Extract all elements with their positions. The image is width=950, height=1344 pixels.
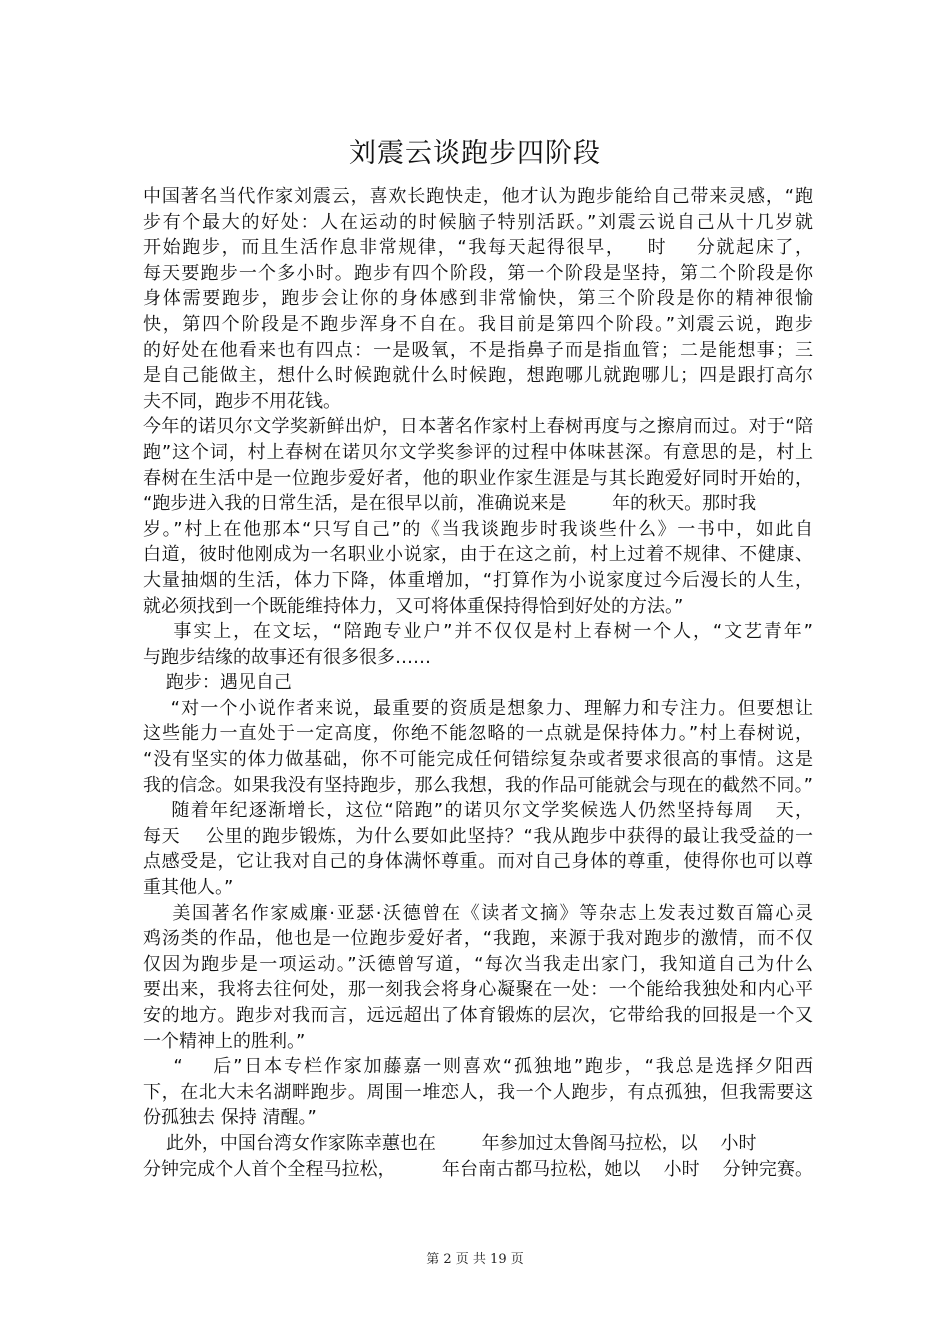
text-line: 跑步：遇见自己 [143,672,292,694]
text-line: 事实上，在文坛，“陪跑专业户”并不仅仅是村上春树一个人，“文艺青年” [143,621,813,643]
text-line: 美国著名作家威廉·亚瑟·沃德曾在《读者文摘》等杂志上发表过数百篇心灵 [143,902,813,924]
text-line: 每天要跑步一个多小时。跑步有四个阶段，第一个阶段是坚持，第二个阶段是你 [143,262,813,284]
text-line: 身体需要跑步，跑步会让你的身体感到非常愉快，第三个阶段是你的精神很愉 [143,288,813,310]
text-line: 夫不同，跑步不用花钱。 [143,390,341,412]
text-line: 步有个最大的好处：人在运动的时候脑子特别活跃。”刘震云说自己从十几岁就 [143,211,813,233]
text-line: 份孤独去 保持 清醒。” [143,1107,317,1129]
text-line: 随着年纪逐渐增长，这位“陪跑”的诺贝尔文学奖候选人仍然坚持每周 天， [143,800,813,822]
text-line: 开始跑步，而且生活作息非常规律，“我每天起得很早， 时 分就起床了， [143,237,813,259]
page-title: 刘震云谈跑步四阶段 [349,138,601,169]
text-line: 下，在北大未名湖畔跑步。周围一堆恋人，我一个人跑步，有点孤独，但我需要这 [143,1081,813,1103]
text-line: 春树在生活中是一位跑步爱好者，他的职业作家生涯是与其长跑爱好同时开始的， [143,467,813,489]
document-body [143,184,813,1182]
text-line: 跑”这个词，村上春树在诺贝尔文学奖参评的过程中体味甚深。有意思的是，村上 [143,441,813,463]
text-line: 重其他人。” [143,877,234,899]
text-line: 大量抽烟的生活，体力下降，体重增加，“打算作为小说家度过今后漫长的人生， [143,569,813,591]
text-line: 此外，中国台湾女作家陈幸蕙也在 年参加过太鲁阁马拉松，以 小时 [143,1132,757,1154]
text-line: “对一个小说作者来说，最重要的资质是想象力、理解力和专注力。但要想让 [143,697,813,719]
text-line: 点感受是，它让我对自己的身体满怀尊重。而对自己身体的尊重，使得你也可以尊 [143,851,813,873]
text-line: “没有坚实的体力做基础，你不可能完成任何错综复杂或者要求很高的事情。这是 [143,749,813,771]
text-line: 岁。”村上在他那本“只写自己”的《当我谈跑步时我谈些什么》一书中，如此自 [143,518,813,540]
text-line: “ 后”日本专栏作家加藤嘉一则喜欢“孤独地”跑步，“我总是选择夕阳西 [143,1056,813,1078]
text-line: 一个精神上的胜利。” [143,1030,306,1052]
text-line: 要出来，我将去往何处，那一刻我会将身心凝聚在一处：一个能给我独处和内心平 [143,979,813,1001]
text-line: 中国著名当代作家刘震云，喜欢长跑快走，他才认为跑步能给自己带来灵感，“跑 [143,186,813,207]
page-footer: 第 2 页 共 19 页 [426,1252,524,1267]
text-line: 与跑步结缘的故事还有很多很多…… [143,646,431,668]
text-line: “跑步进入我的日常生活，是在很早以前，准确说来是 年的秋天。那时我 [143,493,757,515]
text-line: 快，第四个阶段是不跑步浑身不自在。我目前是第四个阶段。”刘震云说，跑步 [143,313,813,335]
text-line: 的好处在他看来也有四点：一是吸氧，不是指鼻子而是指血管；二是能想事；三 [143,339,813,361]
text-line: 是自己能做主，想什么时候跑就什么时候跑，想跑哪儿就跑哪儿；四是跟打高尔 [143,365,813,387]
text-line: 鸡汤类的作品，他也是一位跑步爱好者，“我跑，来源于我对跑步的激情，而不仅 [143,928,813,950]
text-line: 白道，彼时他刚成为一名职业小说家，由于在这之前，村上过着不规律、不健康、 [143,544,813,566]
text-line: 分钟完成个人首个全程马拉松， 年台南古都马拉松，她以 小时 分钟完赛。 [143,1158,813,1180]
text-line: 安的地方。跑步对我而言，远远超出了体育锻炼的层次，它带给我的回报是一个又 [143,1005,813,1026]
text-line: 我的信念。如果我没有坚持跑步，那么我想，我的作品可能就会与现在的截然不同。” [143,774,813,796]
text-line: 就必须找到一个既能维持体力，又可将体重保持得恰到好处的方法。” [143,595,684,617]
text-line: 今年的诺贝尔文学奖新鲜出炉，日本著名作家村上春树再度与之擦肩而过。对于“陪 [143,416,813,438]
text-line: 仅因为跑步是一项运动。”沃德曾写道，“每次当我走出家门，我知道自己为什么 [143,953,813,975]
text-line: 每天 公里的跑步锻炼，为什么要如此坚持？“我从跑步中获得的最让我受益的一 [143,825,813,847]
text-line: 这些能力一直处于一定高度，你绝不能忽略的一点就是保持体力。”村上春树说， [143,723,813,745]
